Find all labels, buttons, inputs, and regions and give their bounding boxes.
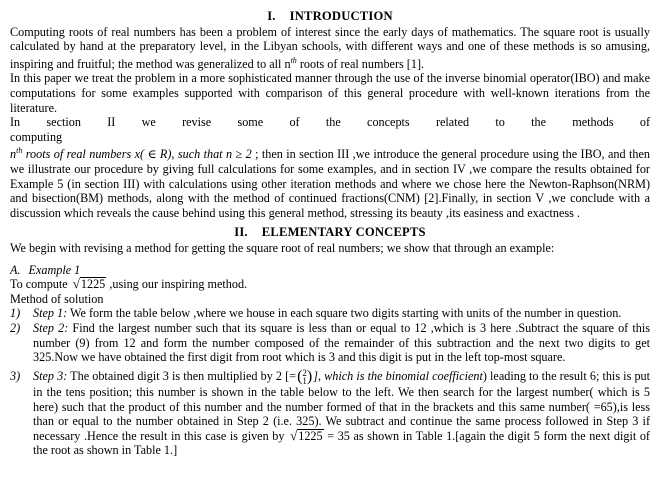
math-n: n (10, 147, 17, 162)
paragraph-text: Computing roots of real numbers has been a problem of interest since the early days of mathematics. The square root is usually calculated by hand at the preparatory level, in the Libyan schools, with different ways and one of these methods is so amusing, inspiring and fruitful; the method was generalized to all n (10, 24, 650, 71)
radical-sign: √ (72, 276, 80, 292)
math-text: = 35 (323, 428, 350, 443)
step-label: Step 2: (33, 321, 69, 335)
paragraph-text: ) leading to the result 6; this is put in the tens position; this number is shown in the table below to the left. We then search for the largest number( which is 5 here) such that the product of this number and the number formed of that in the brackets and this same number( =65),is less than or equal to the number obtained in Step 2 (i.e. 325). We subtract and continue the same process followed in Step 3 if necessary .Hence the result in this case is given by (33, 368, 651, 443)
paper-page (10, 0, 650, 458)
paragraph-text: as shown in Table 1.[again the digit 5 form the next digit of the root as shown in Table 1.] (33, 428, 650, 458)
method-label: Method of solution (10, 291, 104, 306)
subsection-heading (10, 263, 650, 278)
step-number: 2) (10, 321, 21, 335)
intro-paragraph-2: In this paper we treat the problem in a more sophisticated manner through the use of the inverse binomial operator(IBO) and make computations for some examples supported with comparison of this general procedure with well-known iterations from the literature. (10, 71, 650, 115)
section-number: I. (267, 9, 276, 23)
section-title: ELEMENTARY CONCEPTS (261, 225, 426, 240)
radicand: 1225 (298, 428, 323, 443)
radicand: 1225 (80, 277, 106, 292)
intro-paragraph-3-cont (10, 144, 650, 220)
superscript: th (16, 146, 23, 156)
radical-sign: √ (290, 427, 298, 443)
paragraph-text: To compute (10, 277, 71, 292)
paragraph-text: In section II we revise some of the concepts related to the methods of computing (10, 115, 650, 144)
section2-intro: We begin with revising a method for getting the square root of real numbers; we show that through an example: (10, 241, 555, 256)
step-label: Step 1: (33, 306, 68, 321)
step-text (33, 369, 650, 458)
subsection-index: A. (10, 262, 21, 277)
math-text: ], which is the binomial coefficient (313, 368, 483, 383)
list-item (10, 306, 650, 321)
binomial-coefficient: (2 1) (297, 367, 313, 386)
binom-top: 2 (302, 367, 307, 378)
intro-paragraph-1 (10, 25, 650, 72)
paragraph-text: Find the largest number such that its square is less than or equal to 12 ,which is 3 here .Subtract the square of this number (9) from 12 and form the number composed of the remainder of this subtraction and the next two digits to get 325.Now we have obtained the first digit from root which is 3 and this digit is put in the left top-most square. (33, 321, 650, 365)
intro-paragraph-3 (10, 115, 650, 144)
section-heading-elementary-concepts (10, 225, 650, 240)
section-title: INTRODUCTION (289, 9, 393, 23)
section-heading-introduction (10, 9, 650, 24)
step-text (33, 321, 650, 365)
paragraph-text: The obtained digit 3 is then multiplied by 2 [= (67, 368, 297, 383)
paragraph-text: We form the table below ,where we house in each square two digits starting with units of the number in question. (67, 306, 622, 321)
math-expression: roots of real numbers x( ∈ R), such that n ≥ 2 (22, 147, 252, 162)
steps-list (10, 306, 650, 458)
compute-line (10, 277, 650, 292)
paragraph-text: roots of real numbers [1]. (296, 56, 425, 71)
step-label: Step 3: (33, 368, 68, 383)
binom-bottom: 1 (302, 375, 307, 386)
list-item (10, 369, 650, 458)
step-number: 1) (10, 306, 21, 321)
paragraph-text: ,using our inspiring method. (106, 277, 248, 292)
superscript: th (290, 55, 297, 65)
subsection-title: Example 1 (28, 262, 81, 277)
step-number: 3) (10, 368, 21, 383)
section-number: II. (234, 225, 248, 240)
step-text (33, 306, 650, 321)
paragraph-text: ; then in section III ,we introduce the general procedure using the IBO, and then we illustrate our procedure by giving full calculations for some examples, and in section IV ,we compare the results obtained for Example 5 (in section III) with calculations using other iteration methods and where we chose here the Newton-Raphson(NRM) and bisection(BM) methods, along with the method of continued fractions(CNM) [2].Finally, in section V ,we conclude with a discussion which reveals the cause behind using this general method, stressing its beauty ,its easiness and exactness . (10, 147, 650, 220)
list-item (10, 321, 650, 365)
